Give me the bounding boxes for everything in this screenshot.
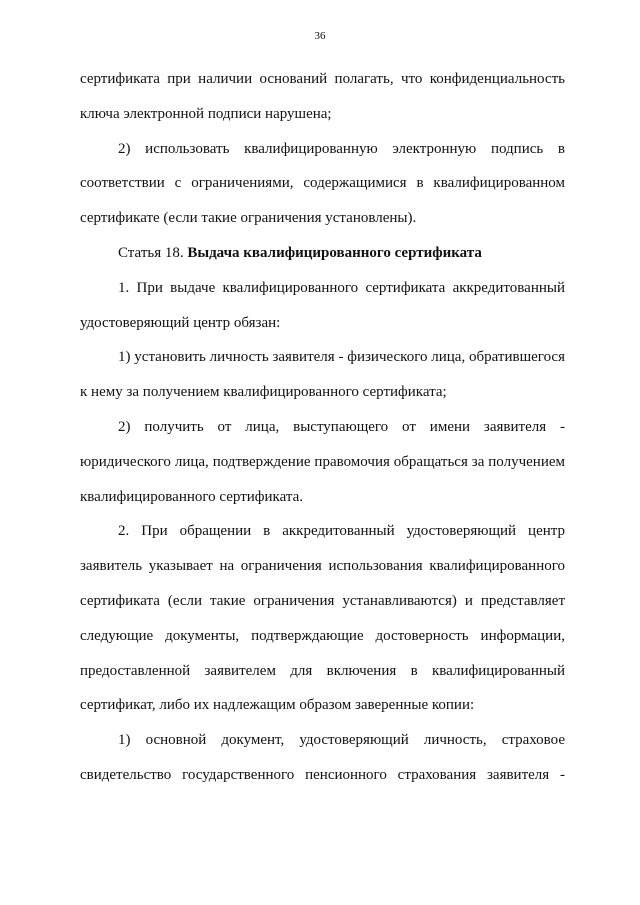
paragraph-subitem-2: 2) получить от лица, выступающего от имени заявителя - юридического лица, подтверждение правомочия обращаться за получением квалифицированного сертификата. [80,418,565,505]
document-body [80,62,565,793]
paragraph-clause-2: 2. При обращении в аккредитованный удостоверяющий центр заявитель указывает на ограничения использования квалифицированного сертификата (если такие ограничения устанавливаются) и представляет следующие документы, подтверждающие достоверность информации, предоставленной заявителем для включения в квалифицированный сертификат, либо их надлежащим образом заверенные копии: [80,523,565,714]
article-heading [80,236,565,271]
paragraph-item-2: 2) использовать квалифицированную электронную подпись в соответствии с ограничениями, содержащимися в квалифицированном сертификате (если такие ограничения установлены). [80,140,565,227]
article-number: Статья 18. [118,244,188,261]
paragraph-clause-1: 1. При выдаче квалифицированного сертификата аккредитованный удостоверяющий центр обязан: [80,279,565,331]
paragraph-continuation: сертификата при наличии оснований полагать, что конфиденциальность ключа электронной подписи нарушена; [80,71,565,122]
paragraph-document-list-1: 1) основной документ, удостоверяющий личность, страховое свидетельство государственного пенсионного страхования заявителя - [80,732,565,783]
page-number: 36 [314,30,326,42]
paragraph-subitem-1: 1) установить личность заявителя - физического лица, обратившегося к нему за получением квалифицированного сертификата; [80,349,565,401]
article-title: Выдача квалифицированного сертификата [187,244,482,261]
